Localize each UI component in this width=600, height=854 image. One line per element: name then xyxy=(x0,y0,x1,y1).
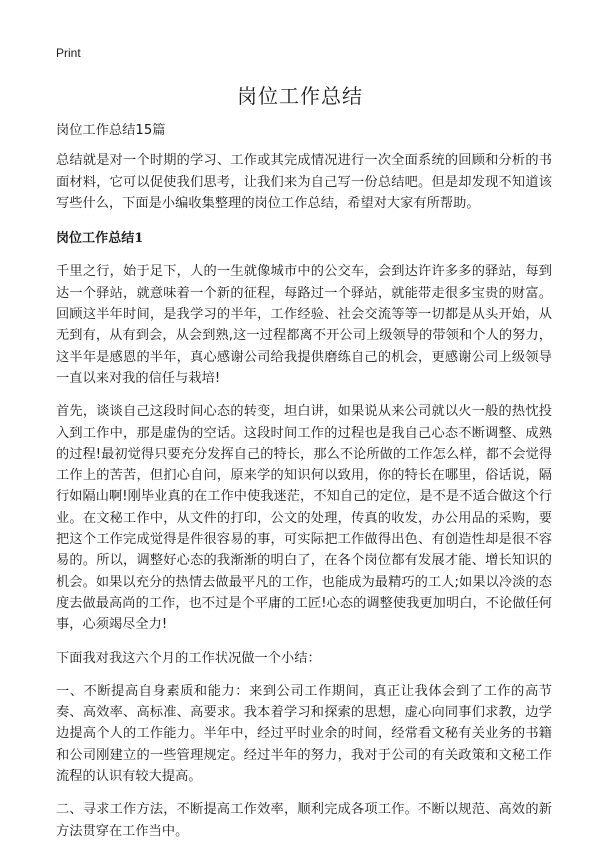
document-body xyxy=(56,120,552,854)
body-paragraph: 千里之行，始于足下，人的一生就像城市中的公交车，会到达许许多多的驿站，每到达一个驿站，就意味着一个新的征程，每路过一个驿站，就能带走很多宝贵的财富。回顾这半年时间，是我学习的半年，工作经验、社会交流等等一切都是从头开始，从无到有，从有到会，从会到熟,这一过程都离不开公司上级领导的带领和个人的努力，这半年是感恩的半年，真心感谢公司给我提供磨练自己的机会，更感谢公司上级领导一直以来对我的信任与栽培! xyxy=(56,264,552,386)
intro-paragraph: 总结就是对一个时期的学习、工作或其完成情况进行一次全面系统的回顾和分析的书面材料，它可以促使我们思考，让我们来为自己写一份总结吧。但是却发现不知道该写些什么，下面是小编收集整理的岗位工作总结，希望对大家有所帮助。 xyxy=(56,153,552,211)
body-paragraph: 下面我对我这六个月的工作状况做一个小结： xyxy=(56,650,321,666)
body-paragraph: 二、寻求工作方法，不断提高工作效率，顺利完成各项工作。不断以规范、高效的新方法贯穿在工作当中。 xyxy=(56,802,552,839)
print-label: Print xyxy=(56,46,81,60)
document-subtitle: 岗位工作总结15篇 xyxy=(56,123,166,138)
body-paragraph: 首先，谈谈自己这段时间心态的转变，坦白讲，如果说从来公司就以火一般的热忱投入到工作中，那是虚伪的空话。这段时间工作的过程也是我自己心态不断调整、成熟的过程!最初觉得只要充分发挥自己的特长，那么不论所做的工作怎么样，都不会觉得工作上的苦苦，但扪心自问，原来学的知识何以致用，你的特长在哪里，俗话说，隔行如隔山啊!刚毕业真的在工作中使我迷茫，不知自己的定位，是不是不适合做这个行业。在文秘工作中，从文件的打印，公文的处理，传真的收发，办公用品的采购，要把这个工作完成觉得是件很容易的事，可实际把工作做得出色、有创造性却是很不容易的。所以，调整好心态的我渐渐的明白了，在各个岗位都有发展才能、增长知识的机会。如果以充分的热情去做最平凡的工作，也能成为最精巧的工人;如果以冷淡的态度去做最高尚的工作，也不过是个平庸的工匠!心态的调整使我更加明白，不论做任何事，心须竭尽全力! xyxy=(56,404,552,633)
body-paragraph: 一、不断提高自身素质和能力：来到公司工作期间，真正让我体会到了工作的高节奏、高效率、高标准、高要求。我本着学习和探索的思想，虚心向同事们求教，边学边提高个人的工作能力。半年中，经过平时业余的时间，经常看文秘有关业务的书籍和公司刚建立的一些管理规定。经过半年的努力，我对于公司的有关政策和文秘工作流程的认识有较大提高。 xyxy=(56,683,552,785)
document-title: 岗位工作总结 xyxy=(237,84,363,108)
section-heading: 岗位工作总结1 xyxy=(56,231,144,247)
